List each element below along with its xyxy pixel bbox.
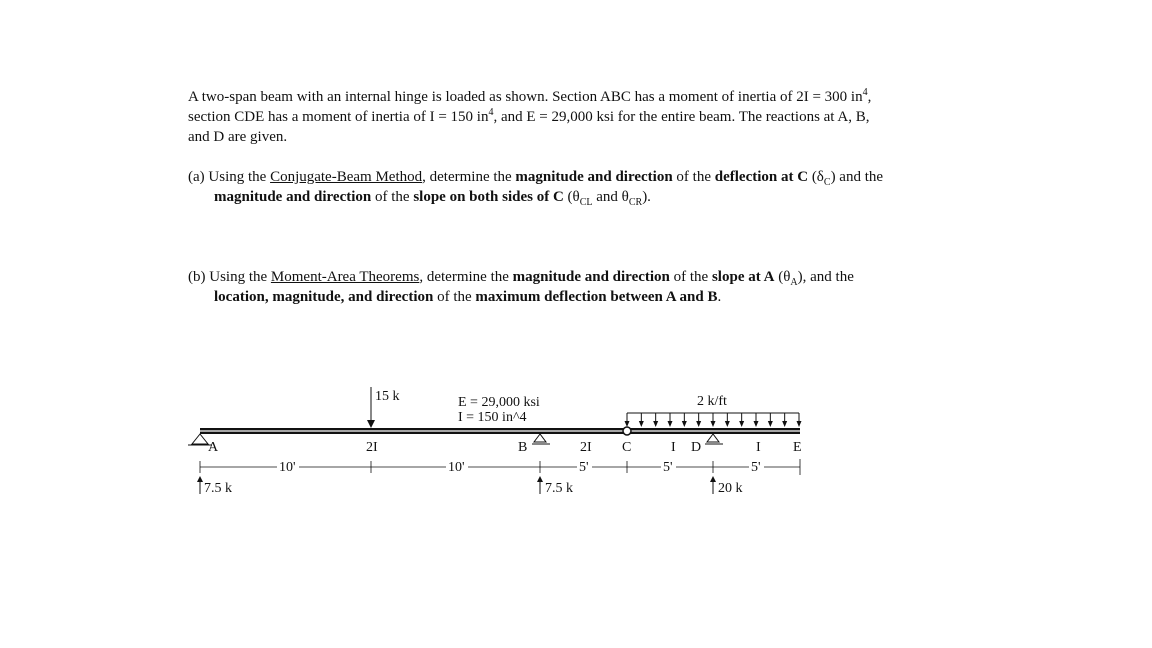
distributed-load	[625, 413, 802, 427]
label-2i-left: 2I	[366, 440, 378, 455]
label-e: E	[793, 440, 802, 455]
part-a-t4: ) and the	[830, 169, 884, 185]
part-b-b2: slope at A	[711, 269, 775, 285]
hinge-c	[623, 427, 631, 435]
roller-support-d	[705, 434, 723, 444]
reaction-a-label: 7.5 k	[204, 481, 232, 496]
roller-support-b	[532, 434, 550, 444]
part-b-t1: , determine the	[419, 269, 513, 285]
reaction-arrow-d	[710, 476, 716, 494]
point-load-arrow	[367, 387, 375, 428]
udl-arrow-head	[797, 421, 802, 427]
label-i-right: I	[756, 440, 761, 455]
udl-arrow-head	[754, 421, 759, 427]
part-b-prefix: (b) Using the	[188, 269, 271, 285]
part-a-b2: deflection at C	[714, 169, 809, 185]
label-c: C	[622, 440, 632, 455]
dim-label-1: 10'	[279, 460, 296, 475]
part-a-t5: of the	[371, 189, 414, 205]
udl-arrow-head	[653, 421, 658, 427]
label-d: D	[691, 440, 702, 455]
part-a-t1: , determine the	[422, 169, 516, 185]
part-b-b1: magnitude and direction	[512, 269, 670, 285]
part-a-sub2: CL	[579, 197, 593, 208]
intro-text-3: , and E = 29,000 ksi for the entire beam. The reactions at A, B, and D are given.	[188, 109, 870, 145]
reaction-arrow-b	[537, 476, 543, 494]
part-b-t6: .	[717, 289, 722, 305]
part-a-b3: magnitude and direction	[214, 189, 372, 205]
label-a: A	[208, 440, 219, 455]
reaction-d-label: 20 k	[718, 481, 743, 496]
udl-arrow-head	[639, 421, 644, 427]
reaction-arrow-a	[197, 476, 203, 494]
dim-label-5: 5'	[751, 460, 761, 475]
part-b-b3: location, magnitude, and direction	[214, 289, 434, 305]
part-b-t3: (θ	[774, 269, 791, 285]
inertia-label: I = 150 in^4	[458, 410, 527, 425]
udl-arrow-head	[696, 421, 701, 427]
distributed-load-label: 2 k/ft	[697, 394, 727, 409]
part-a-t3: (δ	[808, 169, 824, 185]
intro-text-1: A two-span beam with an internal hinge is loaded as shown. Section ABC has a moment of inertia of 2I = 300 in	[188, 89, 863, 105]
part-a-t6: (θ	[563, 189, 580, 205]
udl-arrow-head	[782, 421, 787, 427]
reaction-b-label: 7.5 k	[545, 481, 573, 496]
intro-exponent-2: 4	[488, 107, 494, 118]
label-b: B	[518, 440, 528, 455]
udl-arrow-head	[768, 421, 773, 427]
part-b-b4: maximum deflection between A and B	[475, 289, 718, 305]
part-b-method: Moment-Area Theorems	[270, 269, 420, 285]
part-a-t8: ).	[642, 189, 651, 205]
part-a-sub3: CR	[628, 197, 643, 208]
part-b-sub1: A	[790, 277, 798, 288]
part-b-t4: ), and the	[797, 269, 854, 285]
dim-label-2: 10'	[448, 460, 465, 475]
udl-arrow-head	[711, 421, 716, 427]
part-a-b1: magnitude and direction	[515, 169, 673, 185]
dim-label-3: 5'	[579, 460, 589, 475]
part-a-sub1: C	[823, 177, 831, 188]
part-a-t7: and θ	[592, 189, 629, 205]
part-a-method: Conjugate-Beam Method	[270, 169, 423, 185]
udl-arrow-head	[668, 421, 673, 427]
udl-arrow-head	[739, 421, 744, 427]
part-b-t2: of the	[669, 269, 712, 285]
udl-arrow-head	[725, 421, 730, 427]
dim-label-4: 5'	[663, 460, 673, 475]
part-b-t5: of the	[433, 289, 476, 305]
part-a-prefix: (a) Using the	[188, 169, 271, 185]
part-a-b4: slope on both sides of C	[413, 189, 564, 205]
label-i-left: I	[671, 440, 676, 455]
label-2i-right: 2I	[580, 440, 592, 455]
modulus-label: E = 29,000 ksi	[458, 395, 540, 410]
udl-arrow-head	[625, 421, 630, 427]
point-load-label: 15 k	[375, 389, 400, 404]
intro-text-2: , section CDE has a moment of inertia of I = 150 in	[188, 89, 872, 125]
udl-arrow-head	[682, 421, 687, 427]
intro-exponent-1: 4	[862, 87, 868, 98]
part-a-t2: of the	[672, 169, 715, 185]
